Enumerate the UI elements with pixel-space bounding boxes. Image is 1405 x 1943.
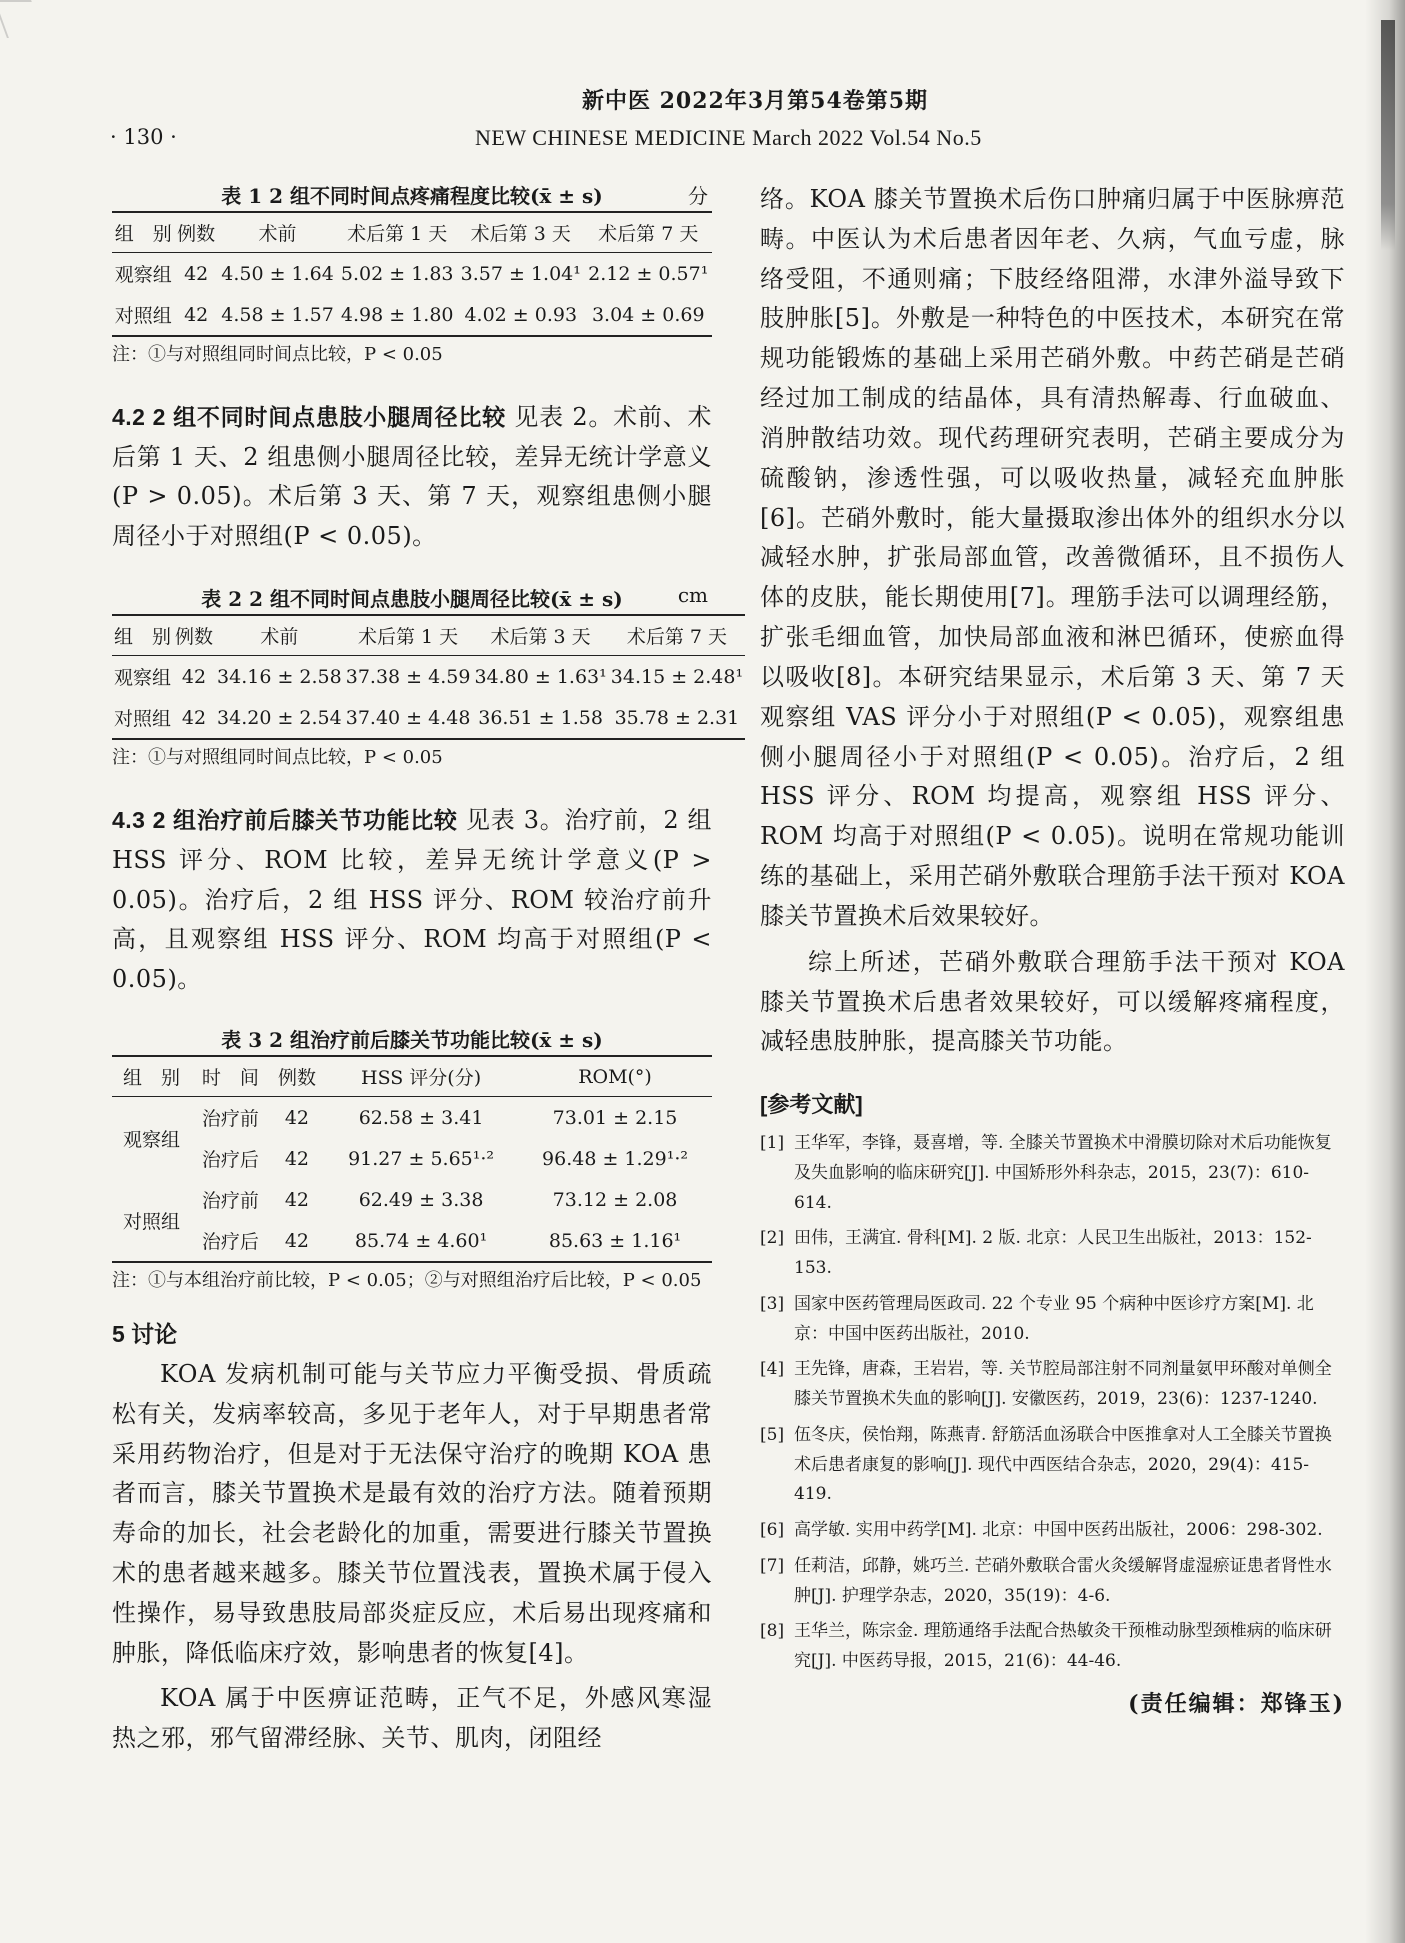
table1-header: 术后第 1 天 [337, 212, 457, 253]
table-cell: 62.49 ± 3.38 [358, 1188, 484, 1211]
table-cell: 对照组 [112, 294, 175, 336]
table-cell: 34.16 ± 2.58 [217, 665, 342, 688]
table-row [112, 253, 712, 295]
table-cell: 3.04 ± 0.69 [585, 294, 713, 336]
table-cell: 37.40 ± 4.48 [344, 697, 473, 739]
section-4-2 [112, 398, 712, 557]
table-row [112, 656, 745, 698]
table-cell: 2.12 ± 0.57¹ [588, 262, 709, 285]
table-cell: 36.51 ± 1.58 [472, 697, 608, 739]
reference-item: [5] 伍冬庆，侯怡翔，陈燕青. 舒筋活血汤联合中医推拿对人工全膝关节置换术后患者康复的影响[J]. 现代中西医结合杂志，2020，29(4)：415-419. [760, 1424, 1332, 1505]
table-group-cell: 观察组 [122, 1128, 180, 1151]
journal-english-title: NEW CHINESE MEDICINE March 2022 Vol.54 No.5 [475, 125, 982, 150]
page-number: · 130 · [110, 125, 177, 149]
table-cell: 35.78 ± 2.31 [609, 697, 745, 739]
reference-item: [6] 高学敏. 实用中药学[M]. 北京：中国中医药出版社，2006：298-302. [760, 1520, 1323, 1541]
table3-caption: 表 3 2 组治疗前后膝关节功能比较(x̄ ± s) [221, 1028, 603, 1053]
section-4-3-heading: 4.3 2 组治疗前后膝关节功能比较 [112, 806, 458, 833]
table-cell: 4.02 ± 0.93 [457, 294, 584, 336]
references-heading: [参考文献] [760, 1092, 863, 1118]
discussion-paragraph-2: KOA 属于中医痹证范畴，正气不足，外感风寒湿热之邪，邪气留滞经脉、关节、肌肉，闭阻经 [112, 1684, 712, 1753]
table-cell: 观察组 [114, 667, 172, 690]
table-cell: 85.63 ± 1.16¹ [518, 1220, 712, 1262]
table-row [112, 294, 712, 336]
table-cell: 治疗前 [201, 1190, 259, 1213]
table-cell: 5.02 ± 1.83 [340, 262, 454, 285]
table2-caption: 表 2 2 组不同时间点患肢小腿周径比较(x̄ ± s) cm [201, 583, 708, 612]
scan-binding-mark [1381, 20, 1395, 250]
table2-header: 术后第 7 天 [609, 615, 745, 656]
table-cell: 73.12 ± 2.08 [552, 1188, 678, 1211]
table1-header: 术后第 7 天 [585, 212, 713, 253]
table-cell: 42 [284, 1106, 310, 1129]
discussion-paragraph-1: KOA 发病机制可能与关节应力平衡受损、骨质疏松有关，发病率较高，多见于老年人，对于早期患者常采用药物治疗，但是对于无法保守治疗的晚期 KOA 患者而言，膝关节置换术是最有效的治疗方法。随着预期寿命的加长，社会老龄化的加重，需要进行膝关节置换术的患者越来越多。膝关节位置浅表，置换术属于侵入性操作，易导致患肢局部炎症反应，术后易出现疼痛和肿胀，降低临床疗效，影响患者的恢复[4]。 [112, 1359, 712, 1667]
table-group-cell: 对照组 [112, 1179, 191, 1262]
table-cell: 34.80 ± 1.63¹ [474, 665, 607, 688]
table-cell: 73.01 ± 2.15 [552, 1106, 678, 1129]
journal-title: 新中医 2022年3月第54卷第5期 [581, 88, 929, 114]
table-cell: 观察组 [114, 264, 172, 286]
reference-item: [2] 田伟，王满宜. 骨科[M]. 2 版. 北京：人民卫生出版社，2013：152-153. [760, 1228, 1312, 1279]
table2-header: 术后第 3 天 [472, 615, 608, 656]
table-cell: 91.27 ± 5.65¹·² [348, 1147, 495, 1170]
right-column [760, 180, 1345, 1718]
table-row [112, 697, 745, 739]
table-cell: 42 [270, 1220, 324, 1262]
table-cell: 96.48 ± 1.29¹·² [542, 1147, 689, 1170]
section-4-3-text: 见表 3。治疗前，2 组 HSS 评分、ROM 比较，差异无统计学意义(P > 0.05)。治疗后，2 组 HSS 评分、ROM 较治疗前升高，且观察组 HSS 评分、ROM 均高于对照组(P < 0.05)。 [112, 805, 713, 994]
table-cell: 34.15 ± 2.48¹ [610, 665, 744, 688]
table-row [112, 1138, 712, 1179]
table-cell: 62.58 ± 3.41 [358, 1106, 484, 1129]
reference-item: [3] 国家中医药管理局医政司. 22 个专业 95 个病种中医诊疗方案[M]. 北京：中国中医药出版社，2010. [760, 1293, 1314, 1344]
table1-note: 注：①与对照组同时间点比较，P < 0.05 [112, 344, 443, 365]
reference-item: [7] 任莉洁，邱静，姚巧兰. 芒硝外敷联合雷火灸缓解肾虚湿瘀证患者肾性水肿[J]. 护理学杂志，2020，35(19)：4-6. [760, 1555, 1332, 1606]
table3-header: 时 间 [191, 1056, 270, 1097]
table2-header: 术后第 1 天 [344, 615, 473, 656]
reference-item: [8] 王华兰，陈宗金. 理筋通络手法配合热敏灸干预椎动脉型颈椎病的临床研究[J]. 中医药导报，2015，21(6)：44-46. [760, 1621, 1332, 1672]
section-4-3 [112, 801, 712, 1000]
table-cell: 42 [284, 1147, 310, 1170]
table2-unit: cm [677, 583, 708, 608]
reference-item: [4] 王先锋，唐森，王岩岩，等. 关节腔局部注射不同剂量氨甲环酸对单侧全膝关节置换术失血的影响[J]. 安徽医药，2019，23(6)：1237-1240. [760, 1359, 1332, 1410]
table2-header: 术前 [215, 615, 344, 656]
table3-header: ROM(°) [518, 1056, 712, 1097]
section-5-heading: 5 讨论 [112, 1320, 178, 1347]
page-header [110, 84, 1300, 155]
reference-list [760, 1129, 1345, 1677]
table-cell: 治疗后 [191, 1220, 270, 1262]
table1-header: 例数 [175, 212, 218, 253]
table1-caption: 表 1 2 组不同时间点疼痛程度比较(x̄ ± s) 分 [112, 180, 712, 209]
left-column [112, 180, 744, 1759]
table2-header: 组 别 [112, 615, 173, 656]
table1-unit: 分 [688, 184, 708, 208]
table2-note: 注：①与对照组同时间点比较，P < 0.05 [112, 747, 443, 769]
scan-corner-mark [0, 0, 45, 38]
table-cell: 4.58 ± 1.57 [218, 294, 338, 336]
table3-header: 例数 [270, 1056, 324, 1097]
table-cell: 34.20 ± 2.54 [215, 697, 344, 739]
table1-header: 组 别 [112, 212, 175, 253]
table3-header: 组 别 [112, 1056, 191, 1097]
table-row [112, 1179, 712, 1220]
section-4-2-text: 见表 2。术前、术后第 1 天、2 组患侧小腿周径比较，差异无统计学意义(P > 0.05)。术后第 3 天、第 7 天，观察组患侧小腿周径小于对照组(P < 0.05)。 [112, 402, 712, 551]
table-cell: 治疗后 [201, 1149, 259, 1172]
table-cell: 42 [175, 294, 218, 336]
table-cell: 42 [284, 1188, 310, 1211]
conclusion-paragraph: 综上所述，芒硝外敷联合理筋手法干预对 KOA 膝关节置换术后患者效果较好，可以缓解疼痛程度，减轻患肢肿胀，提高膝关节功能。 [760, 947, 1345, 1056]
table2 [112, 614, 745, 740]
responsible-editor: (责任编辑：郑锋玉) [1128, 1690, 1345, 1717]
table-cell: 42 [181, 665, 207, 688]
table-row [112, 1097, 712, 1139]
table-cell: 42 [173, 697, 215, 739]
table1-header: 术前 [218, 212, 338, 253]
table3-header: HSS 评分(分) [324, 1056, 518, 1097]
scan-edge-shadow [1365, 0, 1405, 1943]
table-cell: 4.50 ± 1.64 [221, 262, 334, 285]
table-cell: 治疗前 [201, 1108, 259, 1131]
table-cell: 4.98 ± 1.80 [337, 294, 457, 336]
table3-note: 注：①与本组治疗前比较，P < 0.05；②与对照组治疗后比较，P < 0.05 [112, 1270, 702, 1292]
table-row [112, 1220, 712, 1262]
table1 [112, 211, 712, 337]
reference-item: [1] 王华军，李锋，聂喜增，等. 全膝关节置换术中滑膜切除对术后功能恢复及失血影响的临床研究[J]. 中国矫形外科杂志，2015，23(7)：610-614. [760, 1133, 1332, 1213]
table-cell: 37.38 ± 4.59 [345, 665, 471, 688]
table-cell: 对照组 [112, 697, 173, 739]
table-cell: 85.74 ± 4.60¹ [324, 1220, 518, 1262]
table1-header: 术后第 3 天 [457, 212, 584, 253]
table-cell: 42 [184, 262, 209, 285]
section-4-2-heading: 4.2 2 组不同时间点患肢小腿周径比较 [112, 403, 506, 430]
discussion-continued: 络。KOA 膝关节置换术后伤口肿痛归属于中医脉痹范畴。中医认为术后患者因年老、久病，气血亏虚，脉络受阻，不通则痛；下肢经络阻滞，水津外溢导致下肢肿胀[5]。外敷是一种特色的中医技术，本研究在常规功能锻炼的基础上采用芒硝外敷。中药芒硝是芒硝经过加工制成的结晶体，具有清热解毒、行血破血、消肿散结功效。现代药理研究表明，芒硝主要成分为硫酸钠，渗透性强，可以吸收热量，减轻充血肿胀[6]。芒硝外敷时，能大量摄取渗出体外的组织水分以减轻水肿，扩张局部血管，改善微循环，且不损伤人体的皮肤，能长期使用[7]。理筋手法可以调理经筋，扩张毛细血管，加快局部血液和淋巴循环，使瘀血得以吸收[8]。本研究结果显示，术后第 3 天、第 7 天观察组 VAS 评分小于对照组(P < 0.05)，观察组患侧小腿周径小于对照组(P < 0.05)。治疗后，2 组 HSS 评分、ROM 均提高，观察组 HSS 评分、ROM 均高于对照组(P < 0.05)。说明在常规功能训练的基础上，采用芒硝外敷联合理筋手法干预对 KOA 膝关节置换术后效果较好。 [760, 185, 1345, 930]
table3 [112, 1055, 712, 1263]
table-cell: 3.57 ± 1.04¹ [460, 262, 581, 285]
table2-header: 例数 [173, 615, 215, 656]
